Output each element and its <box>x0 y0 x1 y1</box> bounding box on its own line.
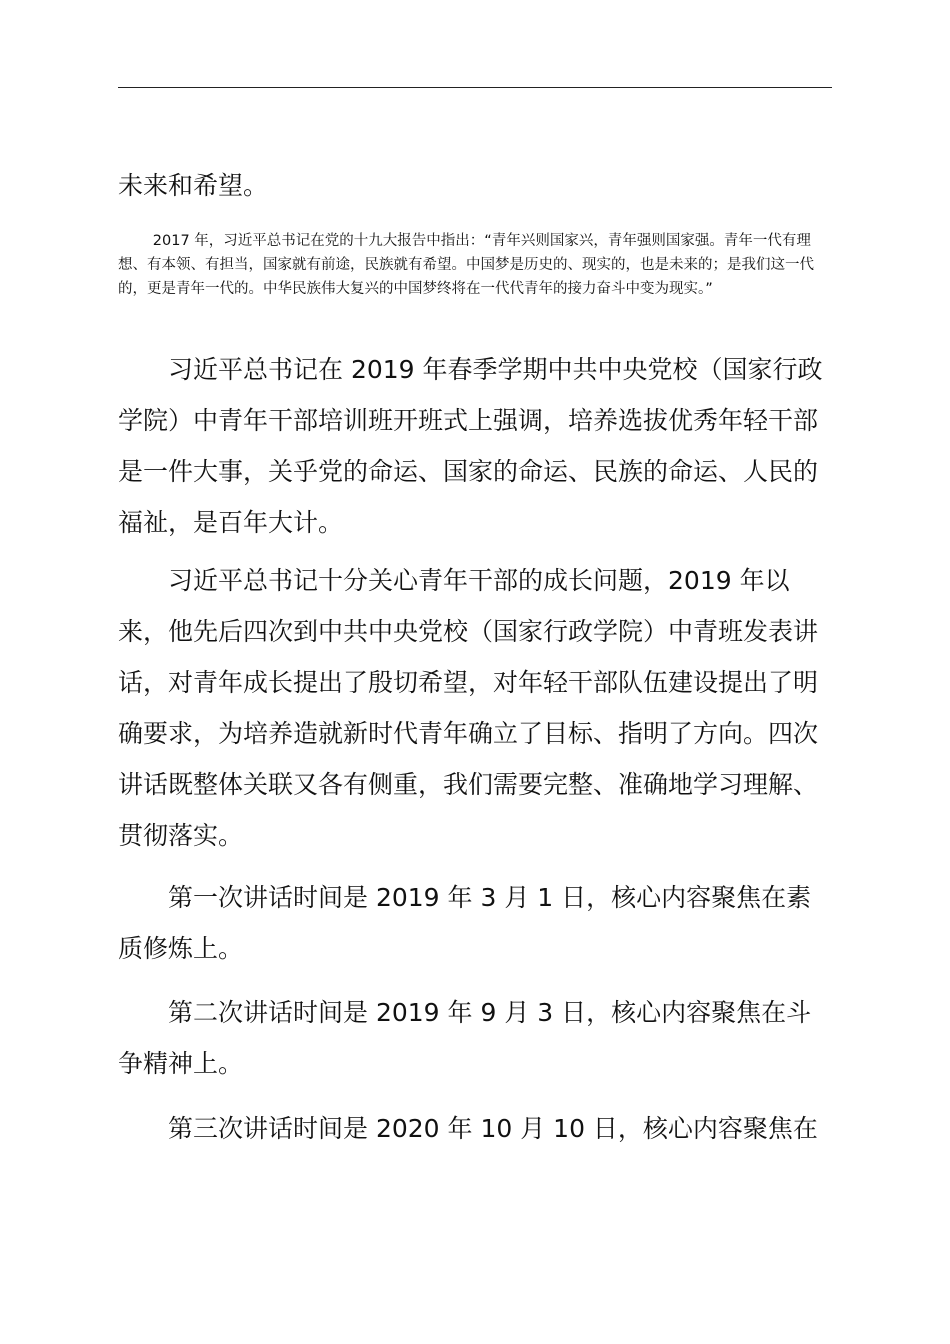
body-paragraph: 习近平总书记十分关心青年干部的成长问题，2019 年以来，他先后四次到中共中央党校（国家行政学院）中青班发表讲话，对青年成长提出了殷切希望，对年轻干部队伍建设提出了明确要求，为培养造就新时代青年确立了目标、指明了方向。四次讲话既整体关联又各有侧重，我们需要完整、准确地学习理解、贯彻落实。 <box>118 566 819 850</box>
header-rule <box>118 87 832 88</box>
body-paragraph: 第一次讲话时间是 2019 年 3 月 1 日，核心内容聚焦在素质修炼上。 <box>118 883 812 963</box>
body-paragraph: 习近平总书记在 2019 年春季学期中共中央党校（国家行政学院）中青年干部培训班开班式上强调，培养选拔优秀年轻干部是一件大事，关乎党的命运、国家的命运、民族的命运、人民的福祉，是百年大计。 <box>118 355 823 537</box>
body-paragraph: 第二次讲话时间是 2019 年 9 月 3 日，核心内容聚焦在斗争精神上。 <box>118 998 812 1078</box>
body-paragraph: 第三次讲话时间是 2020 年 10 月 10 日，核心内容聚焦在 <box>168 1114 818 1143</box>
quote-paragraph: 2017 年，习近平总书记在党的十九大报告中指出：“青年兴则国家兴，青年强则国家强。青年一代有理想、有本领、有担当，国家就有前途，民族就有希望。中国梦是历史的、现实的，也是未来的；是我们这一代的，更是青年一代的。中华民族伟大复兴的中国梦终将在一代代青年的接力奋斗中变为现实。” <box>118 233 814 297</box>
continuation-paragraph: 未来和希望。 <box>118 171 269 200</box>
